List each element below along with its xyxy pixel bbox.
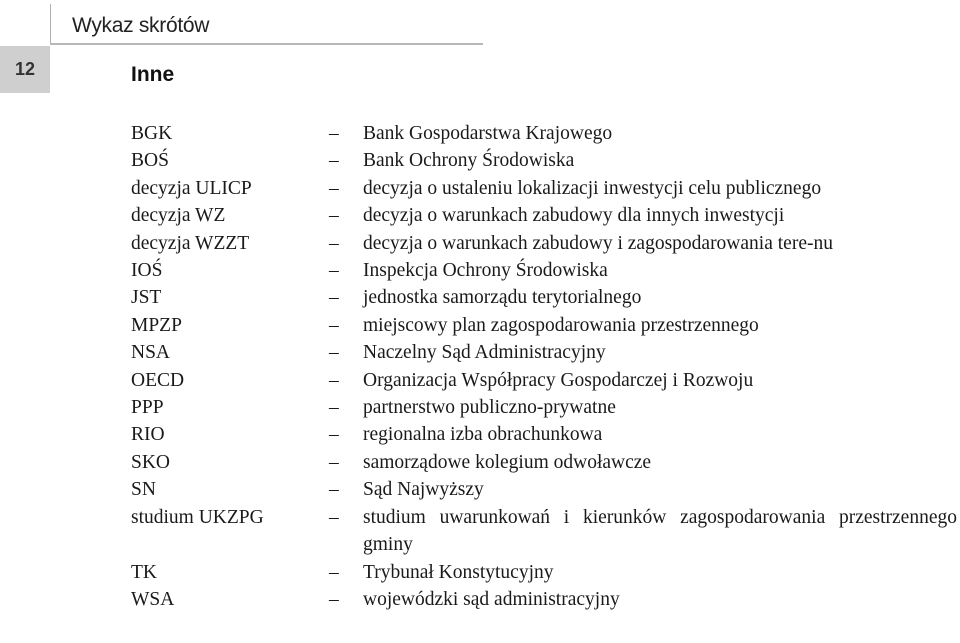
abbreviation-definition: Sąd Najwyższy <box>363 479 484 501</box>
abbreviation-dash: – <box>329 123 339 144</box>
abbreviation-dash: – <box>329 506 339 528</box>
abbreviation-definition <box>363 230 957 257</box>
abbreviation-row <box>131 257 957 284</box>
abbreviation-term: OECD <box>131 369 185 391</box>
abbreviation-definition: jednostka samorządu terytorialnego <box>363 287 642 309</box>
abbreviation-row <box>131 175 957 202</box>
abbreviation-row <box>131 284 957 311</box>
definition-wrap-text: decyzja o warunkach zabudowy i zagospodarowania tere-nu <box>363 232 833 254</box>
abbreviation-dash: – <box>329 232 339 254</box>
abbreviation-row <box>131 202 957 229</box>
abbreviation-term: MPZP <box>131 314 182 336</box>
abbreviation-row <box>131 312 957 339</box>
abbreviation-row <box>131 120 957 147</box>
abbreviation-term: BGK <box>131 123 173 144</box>
abbreviation-dash: – <box>329 314 339 336</box>
abbreviation-dash: – <box>329 479 339 501</box>
abbreviation-dash: – <box>329 260 339 282</box>
abbreviation-definition: miejscowy plan zagospodarowania przestrzennego <box>363 314 759 336</box>
abbreviation-row <box>131 476 957 503</box>
abbreviation-definition: Bank Gospodarstwa Krajowego <box>363 123 613 144</box>
abbreviation-dash: – <box>329 287 339 309</box>
abbreviation-term: decyzja ULICP <box>131 177 252 199</box>
abbreviation-definition: Trybunał Konstytucyjny <box>363 561 554 583</box>
abbreviation-dash: – <box>329 205 339 227</box>
section-heading: Inne <box>131 63 175 86</box>
abbreviation-row <box>131 586 957 613</box>
abbreviation-dash: – <box>329 177 339 199</box>
abbreviation-term: decyzja WZZT <box>131 232 250 254</box>
abbreviation-definition: decyzja o warunkach zabudowy dla innych inwestycji <box>363 205 785 227</box>
page-number: 12 <box>0 46 50 93</box>
abbreviation-term: JST <box>131 287 162 309</box>
abbreviation-term: decyzja WZ <box>131 205 226 227</box>
abbreviation-dash: – <box>329 561 339 583</box>
abbreviation-definition: Bank Ochrony Środowiska <box>363 150 575 172</box>
abbreviation-term: NSA <box>131 342 171 364</box>
abbreviation-list <box>131 120 957 613</box>
abbreviation-definition: Organizacja Współpracy Gospodarczej i Rozwoju <box>363 369 754 391</box>
abbreviation-definition: Naczelny Sąd Administracyjny <box>363 342 606 364</box>
abbreviation-definition: partnerstwo publiczno-prywatne <box>363 397 616 419</box>
abbreviation-term: SKO <box>131 451 171 473</box>
abbreviation-dash: – <box>329 397 339 419</box>
abbreviation-term: WSA <box>131 588 175 610</box>
header-horizontal-rule <box>50 43 483 45</box>
abbreviation-dash: – <box>329 424 339 446</box>
abbreviation-term: IOŚ <box>131 260 163 282</box>
abbreviation-term: SN <box>131 479 156 501</box>
abbreviation-row <box>131 394 957 421</box>
abbreviation-definition: studium uwarunkowań i kierunków zagospodarowania przestrzennego gminy <box>363 506 957 556</box>
abbreviation-term: PPP <box>131 397 164 419</box>
abbreviation-dash: – <box>329 369 339 391</box>
abbreviation-definition: regionalna izba obrachunkowa <box>363 424 603 446</box>
abbreviation-dash: – <box>329 342 339 364</box>
abbreviation-row <box>131 230 957 257</box>
abbreviation-row <box>131 504 957 559</box>
abbreviation-dash: – <box>329 150 339 172</box>
abbreviation-row <box>131 367 957 394</box>
abbreviation-dash: – <box>329 588 339 610</box>
abbreviation-term: RIO <box>131 424 165 446</box>
running-header-title: Wykaz skrótów <box>72 14 210 37</box>
abbreviation-definition: Inspekcja Ochrony Środowiska <box>363 260 608 282</box>
abbreviation-term: BOŚ <box>131 150 169 172</box>
abbreviation-term: studium UKZPG <box>131 506 264 528</box>
abbreviation-term: TK <box>131 561 157 583</box>
abbreviation-definition: wojewódzki sąd administracyjny <box>363 588 620 610</box>
abbreviation-row <box>131 449 957 476</box>
abbreviation-row <box>131 339 957 366</box>
abbreviation-definition: samorządowe kolegium odwoławcze <box>363 451 652 473</box>
abbreviation-row <box>131 559 957 586</box>
header-vertical-rule <box>50 4 51 44</box>
abbreviation-row <box>131 147 957 174</box>
abbreviation-dash: – <box>329 451 339 473</box>
abbreviation-row <box>131 421 957 448</box>
abbreviation-definition: decyzja o ustaleniu lokalizacji inwestycji celu publicznego <box>363 177 822 199</box>
